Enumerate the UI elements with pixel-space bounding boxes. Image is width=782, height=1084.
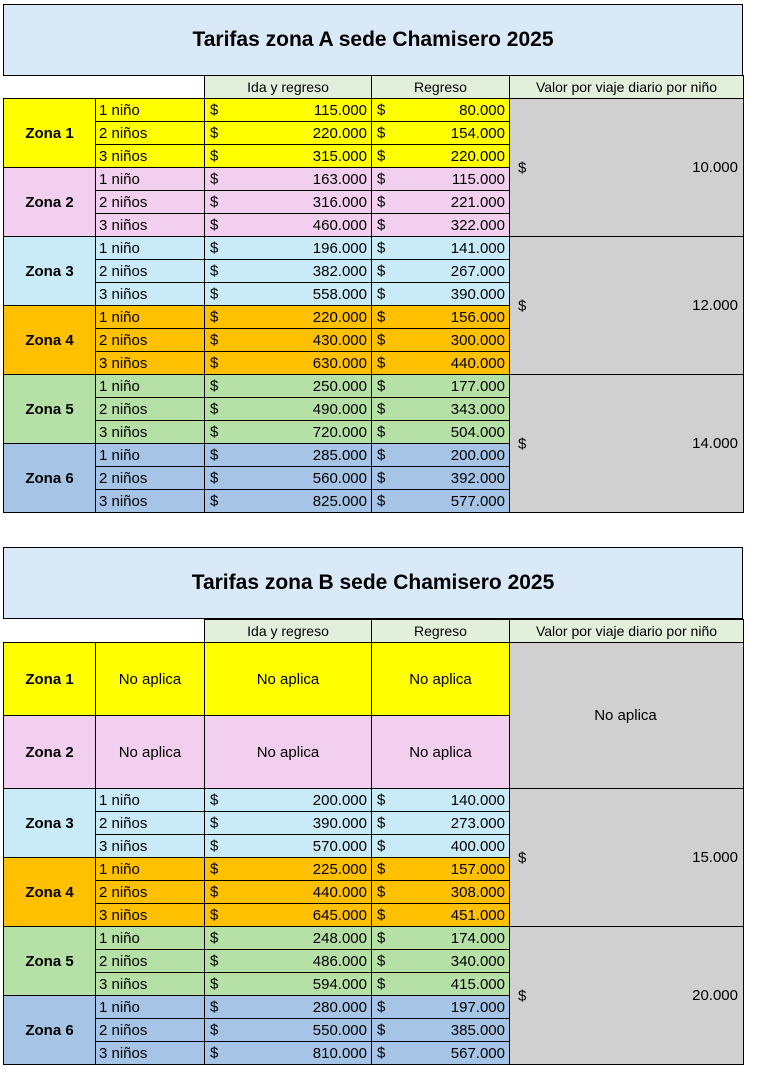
section-b-table: [3, 619, 744, 1065]
kids-count: 3 niños: [96, 1042, 205, 1065]
zone-label: Zona 3: [4, 789, 96, 858]
kids-count: 3 niños: [96, 145, 205, 168]
daily-value: $ 20.000: [510, 927, 744, 1065]
section-a-title: Tarifas zona A sede Chamisero 2025: [3, 4, 743, 76]
table-row: [4, 643, 744, 716]
regreso-price: $ 140.000: [372, 789, 510, 812]
ida-regreso-price: $ 460.000: [205, 214, 372, 237]
regreso-price: $ 385.000: [372, 1019, 510, 1042]
zone-label: Zona 4: [4, 858, 96, 927]
zone-label: Zona 2: [4, 168, 96, 237]
ida-regreso-price: $ 382.000: [205, 260, 372, 283]
ida-regreso-price: $ 390.000: [205, 812, 372, 835]
regreso-price: $ 340.000: [372, 950, 510, 973]
regreso-price: $ 220.000: [372, 145, 510, 168]
ida-regreso-price: $ 550.000: [205, 1019, 372, 1042]
table-row: [4, 375, 744, 398]
ida-regreso-price: $ 115.000: [205, 99, 372, 122]
not-applicable: No aplica: [96, 643, 205, 716]
regreso-price: $ 300.000: [372, 329, 510, 352]
currency-sign: $: [518, 987, 527, 1004]
regreso-price: $ 115.000: [372, 168, 510, 191]
section-b-title: Tarifas zona B sede Chamisero 2025: [3, 547, 743, 619]
kids-count: 1 niño: [96, 375, 205, 398]
daily-value: $ 14.000: [510, 375, 744, 513]
ida-regreso-price: $ 316.000: [205, 191, 372, 214]
ida-regreso-price: $ 490.000: [205, 398, 372, 421]
zone-label: Zona 1: [4, 643, 96, 716]
kids-count: 1 niño: [96, 168, 205, 191]
regreso-price: $ 577.000: [372, 490, 510, 513]
ida-regreso-price: $ 200.000: [205, 789, 372, 812]
currency-sign: $: [377, 101, 386, 119]
kids-count: 1 niño: [96, 444, 205, 467]
kids-count: 2 niños: [96, 812, 205, 835]
kids-count: 2 niños: [96, 122, 205, 145]
kids-count: 2 niños: [96, 881, 205, 904]
kids-count: 1 niño: [96, 858, 205, 881]
regreso-price: $ 308.000: [372, 881, 510, 904]
daily-value: $ 12.000: [510, 237, 744, 375]
ida-regreso-price: $ 630.000: [205, 352, 372, 375]
regreso-price: $ 154.000: [372, 122, 510, 145]
kids-count: 2 niños: [96, 260, 205, 283]
regreso-price: $ 200.000: [372, 444, 510, 467]
regreso-price: $ 273.000: [372, 812, 510, 835]
regreso-price: $ 322.000: [372, 214, 510, 237]
kids-count: 1 niño: [96, 237, 205, 260]
currency-sign: $: [518, 435, 527, 452]
kids-count: 2 niños: [96, 950, 205, 973]
regreso-price: $ 157.000: [372, 858, 510, 881]
zone-label: Zona 6: [4, 444, 96, 513]
table-row: [4, 927, 744, 950]
kids-count: 3 niños: [96, 214, 205, 237]
table-row: [4, 789, 744, 812]
zone-label: Zona 5: [4, 927, 96, 996]
ida-regreso-price: $ 486.000: [205, 950, 372, 973]
ida-regreso-price: $ 250.000: [205, 375, 372, 398]
section-a-table: [3, 75, 744, 513]
not-applicable: No aplica: [96, 716, 205, 789]
ida-regreso-price: $ 594.000: [205, 973, 372, 996]
daily-value-not-applicable: No aplica: [510, 643, 744, 789]
regreso-price: $ 390.000: [372, 283, 510, 306]
not-applicable: No aplica: [372, 643, 510, 716]
kids-count: 1 niño: [96, 927, 205, 950]
kids-count: 2 niños: [96, 191, 205, 214]
kids-count: 3 niños: [96, 352, 205, 375]
currency-sign: $: [518, 297, 527, 314]
table-row: [4, 237, 744, 260]
kids-count: 2 niños: [96, 329, 205, 352]
zone-label: Zona 4: [4, 306, 96, 375]
not-applicable: No aplica: [205, 716, 372, 789]
ida-regreso-price: $ 810.000: [205, 1042, 372, 1065]
ida-regreso-price: $ 220.000: [205, 306, 372, 329]
header-regreso: Regreso: [372, 76, 510, 99]
ida-regreso-price: $ 560.000: [205, 467, 372, 490]
regreso-price: $ 141.000: [372, 237, 510, 260]
regreso-price: $ 415.000: [372, 973, 510, 996]
regreso-price: $ 451.000: [372, 904, 510, 927]
daily-value: $ 10.000: [510, 99, 744, 237]
ida-regreso-price: $ 315.000: [205, 145, 372, 168]
ida-regreso-price: $ 720.000: [205, 421, 372, 444]
kids-count: 3 niños: [96, 835, 205, 858]
zone-label: Zona 3: [4, 237, 96, 306]
daily-value: $ 15.000: [510, 789, 744, 927]
ida-regreso-price: $ 645.000: [205, 904, 372, 927]
ida-regreso-price: $ 220.000: [205, 122, 372, 145]
ida-regreso-price: $ 430.000: [205, 329, 372, 352]
ida-regreso-price: $ 280.000: [205, 996, 372, 1019]
kids-count: 1 niño: [96, 306, 205, 329]
regreso-price: $ 400.000: [372, 835, 510, 858]
table-row: [4, 99, 744, 122]
regreso-price: $ 504.000: [372, 421, 510, 444]
currency-sign: $: [210, 101, 219, 119]
header-ida-regreso: Ida y regreso: [205, 620, 372, 643]
regreso-price: $ 392.000: [372, 467, 510, 490]
kids-count: 3 niños: [96, 421, 205, 444]
kids-count: 2 niños: [96, 467, 205, 490]
header-regreso: Regreso: [372, 620, 510, 643]
regreso-price: $ 343.000: [372, 398, 510, 421]
kids-count: 3 niños: [96, 283, 205, 306]
header-daily: Valor por viaje diario por niño: [510, 76, 744, 99]
ida-regreso-price: $ 558.000: [205, 283, 372, 306]
kids-count: 1 niño: [96, 99, 205, 122]
regreso-price: $ 221.000: [372, 191, 510, 214]
regreso-price: $ 440.000: [372, 352, 510, 375]
zone-label: Zona 1: [4, 99, 96, 168]
kids-count: 1 niño: [96, 996, 205, 1019]
regreso-price: $ 567.000: [372, 1042, 510, 1065]
regreso-price: $ 267.000: [372, 260, 510, 283]
ida-regreso-price: $ 825.000: [205, 490, 372, 513]
regreso-price: $ 197.000: [372, 996, 510, 1019]
kids-count: 3 niños: [96, 973, 205, 996]
kids-count: 2 niños: [96, 1019, 205, 1042]
header-daily: Valor por viaje diario por niño: [510, 620, 744, 643]
kids-count: 2 niños: [96, 398, 205, 421]
kids-count: 3 niños: [96, 904, 205, 927]
ida-regreso-price: $ 248.000: [205, 927, 372, 950]
kids-count: 1 niño: [96, 789, 205, 812]
regreso-price: $ 177.000: [372, 375, 510, 398]
ida-regreso-price: $ 225.000: [205, 858, 372, 881]
currency-sign: $: [518, 849, 527, 866]
not-applicable: No aplica: [372, 716, 510, 789]
regreso-price: $ 80.000: [372, 99, 510, 122]
ida-regreso-price: $ 196.000: [205, 237, 372, 260]
regreso-price: $ 174.000: [372, 927, 510, 950]
zone-label: Zona 5: [4, 375, 96, 444]
zone-label: Zona 6: [4, 996, 96, 1065]
ida-regreso-price: $ 285.000: [205, 444, 372, 467]
regreso-price: $ 156.000: [372, 306, 510, 329]
not-applicable: No aplica: [205, 643, 372, 716]
currency-sign: $: [518, 159, 527, 176]
ida-regreso-price: $ 440.000: [205, 881, 372, 904]
kids-count: 3 niños: [96, 490, 205, 513]
zone-label: Zona 2: [4, 716, 96, 789]
header-ida-regreso: Ida y regreso: [205, 76, 372, 99]
ida-regreso-price: $ 570.000: [205, 835, 372, 858]
ida-regreso-price: $ 163.000: [205, 168, 372, 191]
